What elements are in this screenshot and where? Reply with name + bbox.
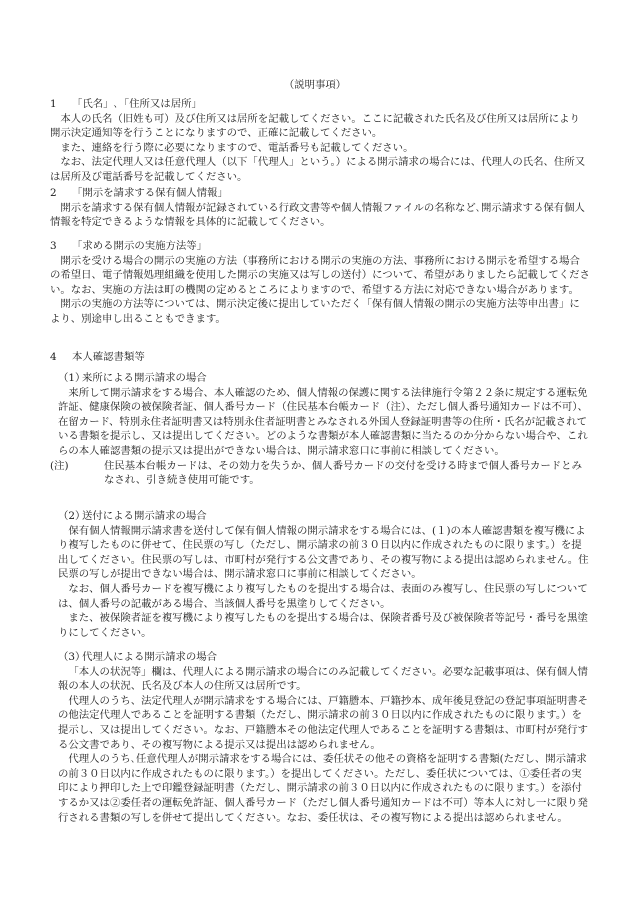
subsection-number: （1） [58, 372, 86, 384]
section-number: 3 [50, 240, 57, 252]
note-text: 住民基本台帳カードは、その効力を失うか、個人番号カードの交付を受ける時まで個人番号カードとみなされ、引き続き使用可能です。 [104, 459, 582, 487]
section-number: 1 [50, 98, 57, 110]
note-label: (注) [50, 459, 69, 472]
paragraph: なお、法定代理人又は任意代理人（以下「代理人」という。）による開示請求の場合には、代理人の氏名、住所又は居所及び電話番号を記載してください。 [50, 156, 586, 183]
subsection-2 [58, 509, 590, 640]
subsection-heading: 来所による開示請求の場合 [82, 372, 207, 384]
section-heading: 本人確認書類等 [72, 351, 145, 363]
subsection-heading: 送付による開示請求の場合 [82, 510, 207, 522]
section-number: 4 [50, 351, 57, 363]
paragraph: また、連絡を行う際に必要になりますので、電話番号も記載してください。 [60, 141, 414, 154]
subsection-1 [50, 371, 590, 488]
paragraph: また、被保険者証を複写機により複写したものを提出する場合は、保険者番号及び被保険者等記号・番号を黒塗りにしてください。 [58, 612, 588, 639]
section-2 [50, 186, 590, 230]
section-number: 2 [50, 187, 57, 199]
paragraph: 開示の実施の方法等については、開示決定後に提出していただく「保有個人情報の開示の実施方法等申出書」により、別途申し出ることもできます。 [50, 298, 580, 325]
paragraph: 本人の氏名（旧姓も可）及び住所又は居所を記載してください。ここに記載された氏名及び住所又は居所により開示決定通知等を行うことになりますので、正確に記載してください。 [50, 112, 580, 140]
section-heading: 「求める開示の実施方法等」 [72, 240, 208, 252]
paragraph: なお、個人番号カードを複写機により複写したものを提出する場合は、表面のみ複写し、住民票の写しについては、個人番号の記載がある場合、当該個人番号を黒塗りしてください。 [58, 582, 588, 610]
subsection-heading: 代理人による開示請求の場合 [82, 651, 218, 663]
paragraph: 代理人のうち､任意代理人が開示請求をする場合には、委任状その他その資格を証明する書類(ただし、開示請求の前３０日以内に作成されたものに限ります。）を提出してください。ただし、委任状については、①委任者の実印により押印した上で印鑑登録証明書（ただし、開示請求の前３０日以内に作成されたものに限ります。）を添付するか又は②委任者の運転免許証、個人番号カード（ただし個人番号通知カードは不可）等本人に対し一に限り発行される書類の写しを併せて提出してください。なお、委任状は、その複写物による提出は認められません。 [58, 753, 588, 824]
note [50, 459, 590, 488]
section-heading: 「氏名」､「住所又は居所」 [72, 98, 202, 110]
paragraph: 「本人の状況等」欄は、代理人による開示請求の場合にのみ記載してください。必要な記載事項は、保有個人情報の本人の状況、氏名及び本人の住所又は居所です。 [58, 665, 588, 693]
paragraph: 代理人のうち、法定代理人が開示請求をする場合には、戸籍謄本、戸籍抄本、成年後見登記の登記事項証明書その他法定代理人であることを証明する書類（ただし、開示請求の前３０日以内に作成されたものに限ります。）を提示し、又は提出してください。なお、戸籍謄本その他法定代理人であることを証明する書類は、市町村が発行する公文書であり、その複写物による提示又は提出は認められません。 [58, 694, 588, 751]
section-1 [50, 97, 590, 185]
section-4 [50, 350, 590, 365]
subsection-number: （2） [58, 510, 86, 522]
section-3 [50, 239, 590, 327]
paragraph: 来所して開示請求をする場合、本人確認のため、個人情報の保護に関する法律施行令第２２条に規定する運転免許証、健康保険の被保険者証、個人番号カード（住民基本台帳カード（注）、ただし個人番号通知カードは不可）、在留カード、特別永住者証明書又は特別永住者証明書とみなされる外国人登録証明書等の住所・氏名が記載されている書類を提示し、又は提出してください。どのような書類が本人確認書類に当たるのか分からない場合や、これらの本人確認書類の提示又は提出ができない場合は、開示請求窓口に事前に相談してください。 [58, 386, 588, 457]
subsection-3 [58, 650, 590, 825]
section-heading: 「開示を請求する保有個人情報」 [72, 187, 228, 199]
paragraph: 開示を請求する保有個人情報が記録されている行政文書等や個人情報ファイルの名称など､開示請求する保有個人情報を特定できるような情報を具体的に記載してください。 [50, 201, 585, 229]
subsection-number: （3） [58, 651, 86, 663]
paragraph: 開示を受ける場合の開示の実施の方法（事務所における開示の実施の方法、事務所における開示を希望する場合の希望日、電子情報処理組織を使用した開示の実施又は写しの送付）について、希望がありましたら記載してください。なお、実施の方法は町の機関の定めるところによりますので、希望する方法に対応できない場合があります。 [50, 254, 590, 296]
paragraph: 保有個人情報開示請求書を送付して保有個人情報の開示請求をする場合には、(１)の本人確認書類を複写機により複写したものに併せて、住民票の写し（ただし、開示請求の前３０日以内に作成されたものに限ります。）を提出してください。住民票の写しは、市町村が発行する公文書であり、その複写物による提出は認められません。住民票の写しが提出できない場合は、開示請求窓口に事前に相談してください。 [58, 524, 589, 581]
document-title: （説明事項） [283, 79, 347, 91]
